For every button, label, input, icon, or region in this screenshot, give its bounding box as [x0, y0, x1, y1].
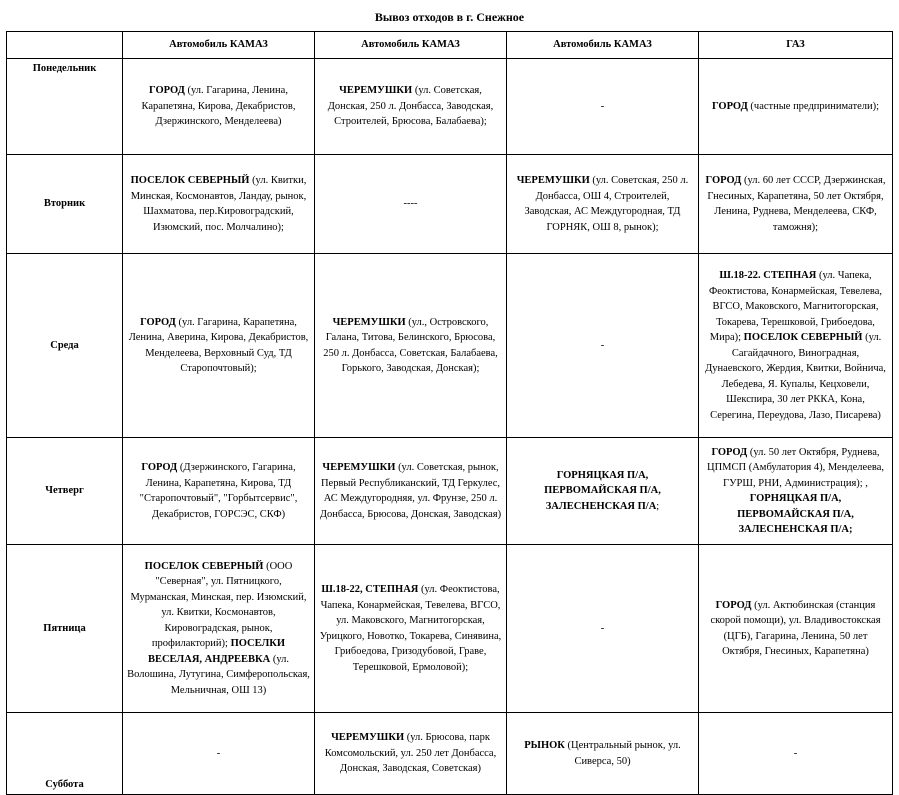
route-cell — [123, 438, 315, 545]
location-name: РЫНОК — [524, 740, 565, 751]
table-header-row — [7, 32, 893, 59]
location-name: ЧЕРЕМУШКИ — [322, 462, 396, 473]
header-kamaz-2: Автомобиль КАМАЗ — [315, 32, 507, 59]
route-cell — [507, 438, 699, 545]
route-details: (ул. Гагарина, Карапетяна, Ленина, Аверина, Кирова, Декабристов, Менделеева, Верховный Суд, ТД Старопочтовый); — [128, 316, 309, 374]
schedule-table — [6, 31, 893, 795]
route-details: (ул. Актюбинская (станция скорой помощи), ул. Владивостокская (ЦГБ), Гагарина, Ленина, 50 лет Октября, Гнесиных, Карапетяна) — [710, 599, 881, 657]
route-cell — [699, 59, 893, 155]
route-cell — [699, 438, 893, 545]
location-name: ЧЕРЕМУШКИ — [332, 316, 406, 328]
route-details: - — [216, 747, 221, 759]
route-cell — [315, 155, 507, 254]
location-name: ГОРОД — [141, 462, 178, 473]
location-name: ПОСЕЛОК СЕВЕРНЫЙ — [130, 175, 250, 186]
route-details: ; — [656, 500, 660, 512]
location-name: ГОРОД — [711, 446, 748, 458]
header-kamaz-1: Автомобиль КАМАЗ — [123, 32, 315, 59]
day-cell: Четверг — [7, 438, 123, 545]
route-cell — [507, 155, 699, 254]
header-kamaz-3: Автомобиль КАМАЗ — [507, 32, 699, 59]
route-cell — [123, 155, 315, 254]
route-cell — [699, 155, 893, 254]
route-details: - — [600, 622, 605, 634]
route-cell — [315, 59, 507, 155]
location-name: ПОСЕЛКИ ВЕСЕЛАЯ, АНДРЕЕВКА — [147, 638, 286, 665]
day-cell: Вторник — [7, 155, 123, 254]
location-name: ГОРНЯЦКАЯ П/А, ПЕРВОМАЙСКАЯ П/А, ЗАЛЕСНЕНСКАЯ П/А — [544, 469, 661, 512]
day-cell: Суббота — [7, 713, 123, 795]
route-details: (Дзержинского, Гагарина, Ленина, Карапетяна, Кирова, ТД "Старопочтовый", "Горбытсервис", Декабристов, ГОРСЭС, СКФ) — [139, 462, 298, 520]
route-details: (ул. Сагайдачного, Виноградная, Дунаевского, Жердия, Квитки, Войнича, Лебедева, Я. Купалы, Кецховели, Шекспира, 30 лет РККА, Кона, Серегина, Переудова, Лазо, Писарева) — [705, 332, 886, 421]
route-cell — [315, 545, 507, 713]
location-name: ПОСЕЛОК СЕВЕРНЫЙ — [743, 332, 863, 343]
day-cell: Понедельник — [7, 59, 123, 155]
day-cell: Среда — [7, 254, 123, 438]
location-name: Ш.18-22, СТЕПНАЯ — [321, 584, 419, 595]
route-details: (ул. 60 лет СССР, Дзержинская, Гнесиных, Карапетяна, 50 лет Октября, Ленина, Руднева, Менделеева, СКФ, таможня); — [707, 175, 886, 233]
header-gaz: ГАЗ — [699, 32, 893, 59]
route-details: (ул. Советская, Донская, 250 л. Донбасса, Заводская, Строителей, Брюсова, Балабаева); — [327, 85, 494, 128]
route-details: - — [600, 339, 605, 351]
location-name: ЧЕРЕМУШКИ — [339, 85, 413, 97]
route-details: - — [600, 100, 605, 112]
route-details: (ул. Чапека, Феоктистова, Конармейская, Тевелева, ВГСО, Маковского, Магнитогорская, Токарева, Терешковой, Грибоедова, Мира); — [708, 270, 883, 343]
location-name: ЧЕРЕМУШКИ — [516, 175, 590, 186]
route-cell — [123, 713, 315, 795]
location-name: ЧЕРЕМУШКИ — [331, 732, 405, 744]
location-name: ГОРНЯЦКАЯ П/А, ПЕРВОМАЙСКАЯ П/А, ЗАЛЕСНЕНСКАЯ П/А; — [737, 493, 854, 535]
route-cell — [123, 254, 315, 438]
route-cell — [507, 59, 699, 155]
table-row — [7, 59, 893, 155]
route-cell — [315, 713, 507, 795]
location-name: ГОРОД — [149, 85, 185, 97]
table-row — [7, 438, 893, 545]
table-row — [7, 254, 893, 438]
header-corner — [7, 32, 123, 59]
route-cell — [123, 59, 315, 155]
route-details: (ул. 50 лет Октября, Руднева, ЦПМСП (Амбулатория 4), Менделеева, ГУРШ, РНИ, Администрация); , — [707, 446, 884, 489]
route-details: (ул. Волошина, Лутугина, Симферопольская, Мельничная, ОШ 13) — [127, 653, 310, 696]
location-name: ГОРОД — [711, 100, 748, 112]
location-name: ПОСЕЛОК СЕВЕРНЫЙ — [144, 560, 264, 572]
route-cell — [699, 545, 893, 713]
route-details: (ул. Гагарина, Ленина, Карапетяна, Кирова, Декабристов, Дзержинского, Менделеева) — [141, 85, 296, 128]
route-details: (частные предприниматели); — [747, 100, 880, 112]
route-details: (ул. Феоктистова, Чапека, Конармейская, Тевелева, ВГСО, ул. Маковского, Магнитогорская, Урицкого, Новотко, Токарева, Синявина, Грибоедова, Гризодубовой, Граве, Терешковой, Ермоловой); — [319, 584, 502, 673]
route-details: (ул. Брюсова, парк Комсомольский, ул. 250 лет Донбасса, Донская, Заводская, Советская) — [324, 732, 497, 775]
route-cell — [507, 254, 699, 438]
route-cell — [315, 254, 507, 438]
document-title: Вывоз отходов в г. Снежное — [374, 10, 525, 24]
route-details: (Центральный рынок, ул. Сиверса, 50) — [564, 740, 681, 767]
location-name: ГОРОД — [140, 316, 176, 328]
table-row — [7, 545, 893, 713]
location-name: Ш.18-22. СТЕПНАЯ — [719, 270, 817, 281]
location-name: ГОРОД — [705, 175, 742, 186]
table-row — [7, 155, 893, 254]
route-details: (ООО "Северная", ул. Пятницкого, Мурманская, Минская, пер. Изюмский, ул. Квитки, Космонавтов, Кировоградская, рынок, профилакторий); — [130, 560, 307, 650]
route-cell — [507, 713, 699, 795]
route-cell — [123, 545, 315, 713]
route-details: (ул., Островского, Галана, Титова, Белинского, Брюсова, 250 л. Донбасса, Советская, Балабаева, Горького, Заводская, Донская); — [323, 316, 498, 374]
route-cell — [315, 438, 507, 545]
route-details: (ул. Советская, 250 л. Донбасса, ОШ 4, Строителей, Заводская, АС Междугородная, ТД ГОРНЯК, ОШ 8, рынок); — [524, 175, 689, 233]
route-cell — [507, 545, 699, 713]
table-row — [7, 713, 893, 795]
route-cell — [699, 713, 893, 795]
day-cell: Пятница — [7, 545, 123, 713]
route-details: ---- — [403, 198, 418, 210]
location-name: ГОРОД — [715, 599, 752, 611]
route-cell — [699, 254, 893, 438]
route-details: (ул. Квитки, Минская, Космонавтов, Ландау, рынок, Шахматова, пер.Кировоградский, Изюмский, пос. Молчалино); — [130, 175, 307, 233]
route-details: (ул. Советская, рынок, Первый Республиканский, ТД Геркулес, АС Междугородняя, ул. Фрунзе, 250 л. Донбасса, Брюсова, Донская, Заводская) — [319, 462, 502, 520]
route-details: - — [793, 747, 798, 759]
